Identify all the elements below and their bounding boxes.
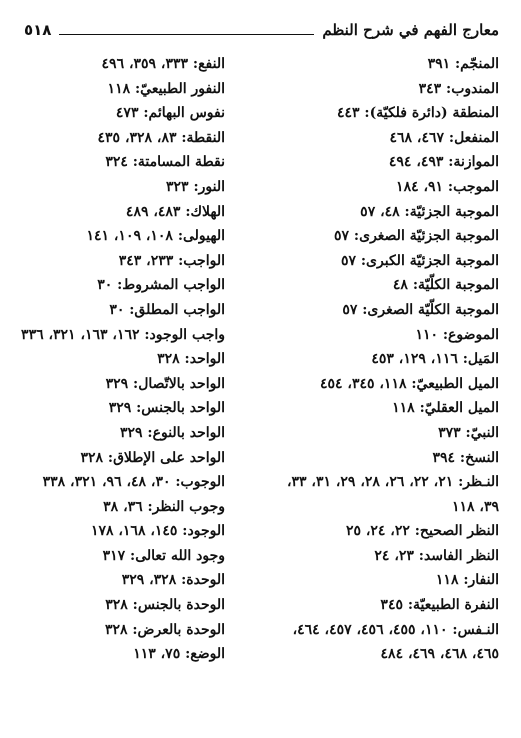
index-entry: الموجبة الكلّيّة الصغرى: ٥٧ [342,301,499,318]
index-entry: الوحدة: ٣٢٨، ٣٢٩ [121,572,225,589]
index-entry: النفور الطبيعيّ: ١١٨ [107,80,225,97]
index-entry: الوضع: ٧٥، ١١٣ [133,646,225,663]
page-number: ٥١٨ [24,21,52,39]
index-entry: النقطة: ٨٣، ٣٢٨، ٤٣٥ [97,129,225,146]
index-entry: الواجب المشروط: ٣٠ [97,277,225,294]
index-entry: ٣٩، ١١٨ [451,498,499,515]
index-entry: النسخ: ٣٩٤ [432,449,499,466]
index-entry: الواحد بالجنس: ٣٢٩ [108,400,225,417]
index-entry: المنجّم: ٣٩١ [427,56,499,72]
index-entry: النور: ٣٢٣ [166,178,225,195]
index-entry: الواحد على الإطلاق: ٣٢٨ [80,449,225,466]
index-entry: الموازنة: ٤٩٣، ٤٩٤ [388,154,499,171]
index-entry: واجب الوجود: ١٦٢، ١٦٣، ٣٢١، ٣٣٦ [21,326,225,343]
index-entry: النبيّ: ٣٧٣ [438,424,499,441]
index-entry: الوحدة بالجنس: ٣٢٨ [105,597,225,614]
index-entry: الموجب: ٩١، ١٨٤ [396,178,499,195]
index-entry: الموجبة الجزئيّة الصغرى: ٥٧ [334,228,499,245]
index-column-right [271,52,499,667]
index-entry: وجوب النظر: ٣٦، ٣٨ [103,498,225,515]
index-entry: النظر الصحيح: ٢٢، ٢٤، ٢٥ [345,523,499,540]
index-entry: وجود الله تعالى: ٣١٧ [102,547,225,564]
index-entry: نقطة المسامتة: ٣٢٤ [105,154,225,171]
index-entry: النظر الفاسد: ٢٣، ٢٤ [374,547,499,564]
index-entry: المنفعل: ٤٦٧، ٤٦٨ [389,129,499,146]
index-entry: الواحد بالنوع: ٣٢٩ [120,424,225,441]
index-entry: النفار: ١١٨ [435,572,499,589]
book-title: معارج الفهم في شرح النظم [322,21,499,39]
index-entry: الموجبة الجزئيّة الكبرى: ٥٧ [340,252,499,269]
index-column-left [0,52,225,667]
index-entry: الواجب: ٢٣٣، ٣٤٣ [118,252,225,269]
index-entry: الهلاك: ٤٨٣، ٤٨٩ [125,203,225,220]
index-entry: النـظر: ٢١، ٢٢، ٢٦، ٢٨، ٢٩، ٣١، ٣٣، [286,474,499,491]
index-entry: النـفس: ١١٠، ٤٥٥، ٤٥٦، ٤٥٧، ٤٦٤، [292,621,499,638]
index-entry: نفوس البهائم: ٤٧٣ [115,105,225,122]
index-entry: النفرة الطبيعيّة: ٣٤٥ [380,597,499,614]
index-entry: الواجب المطلق: ٣٠ [109,301,225,318]
index-entry: المندوب: ٣٤٣ [418,80,499,97]
index-entry: الميل العقليّ: ١١٨ [392,400,499,417]
index-entry: الموضوع: ١١٠ [415,326,499,343]
index-entry: الوجوب: ٣٠، ٤٨، ٩٦، ٣٢١، ٣٣٨ [42,474,225,491]
index-entry: الميل الطبيعيّ: ١١٨، ٣٤٥، ٤٥٤ [319,375,499,392]
index-entry: النفع: ٣٣٣، ٣٥٩، ٤٩٦ [101,56,225,72]
page-header [22,14,499,42]
index-entry: المَيل: ١١٦، ١٢٩، ٤٥٣ [371,351,499,368]
index-entry: الهيولى: ١٠٨، ١٠٩، ١٤١ [86,228,225,245]
index-entry: الموجبة الكلّيّة: ٤٨ [392,277,499,294]
index-entry: الموجبة الجزئيّة: ٤٨، ٥٧ [360,203,499,220]
index-entry: الواحد بالاتّصال: ٣٢٩ [105,375,225,392]
index-entry: الوجود: ١٤٥، ١٦٨، ١٧٨ [90,523,225,540]
header-rule [59,34,314,35]
index-entry: الوحدة بالعرض: ٣٢٨ [104,621,225,638]
index-entry: ٤٦٥، ٤٦٨، ٤٦٩، ٤٨٤ [380,646,499,663]
index-entry: الواحد: ٣٢٨ [157,351,225,368]
index-entry: المنطقة (دائرة فلكيّة): ٤٤٣ [336,105,499,122]
